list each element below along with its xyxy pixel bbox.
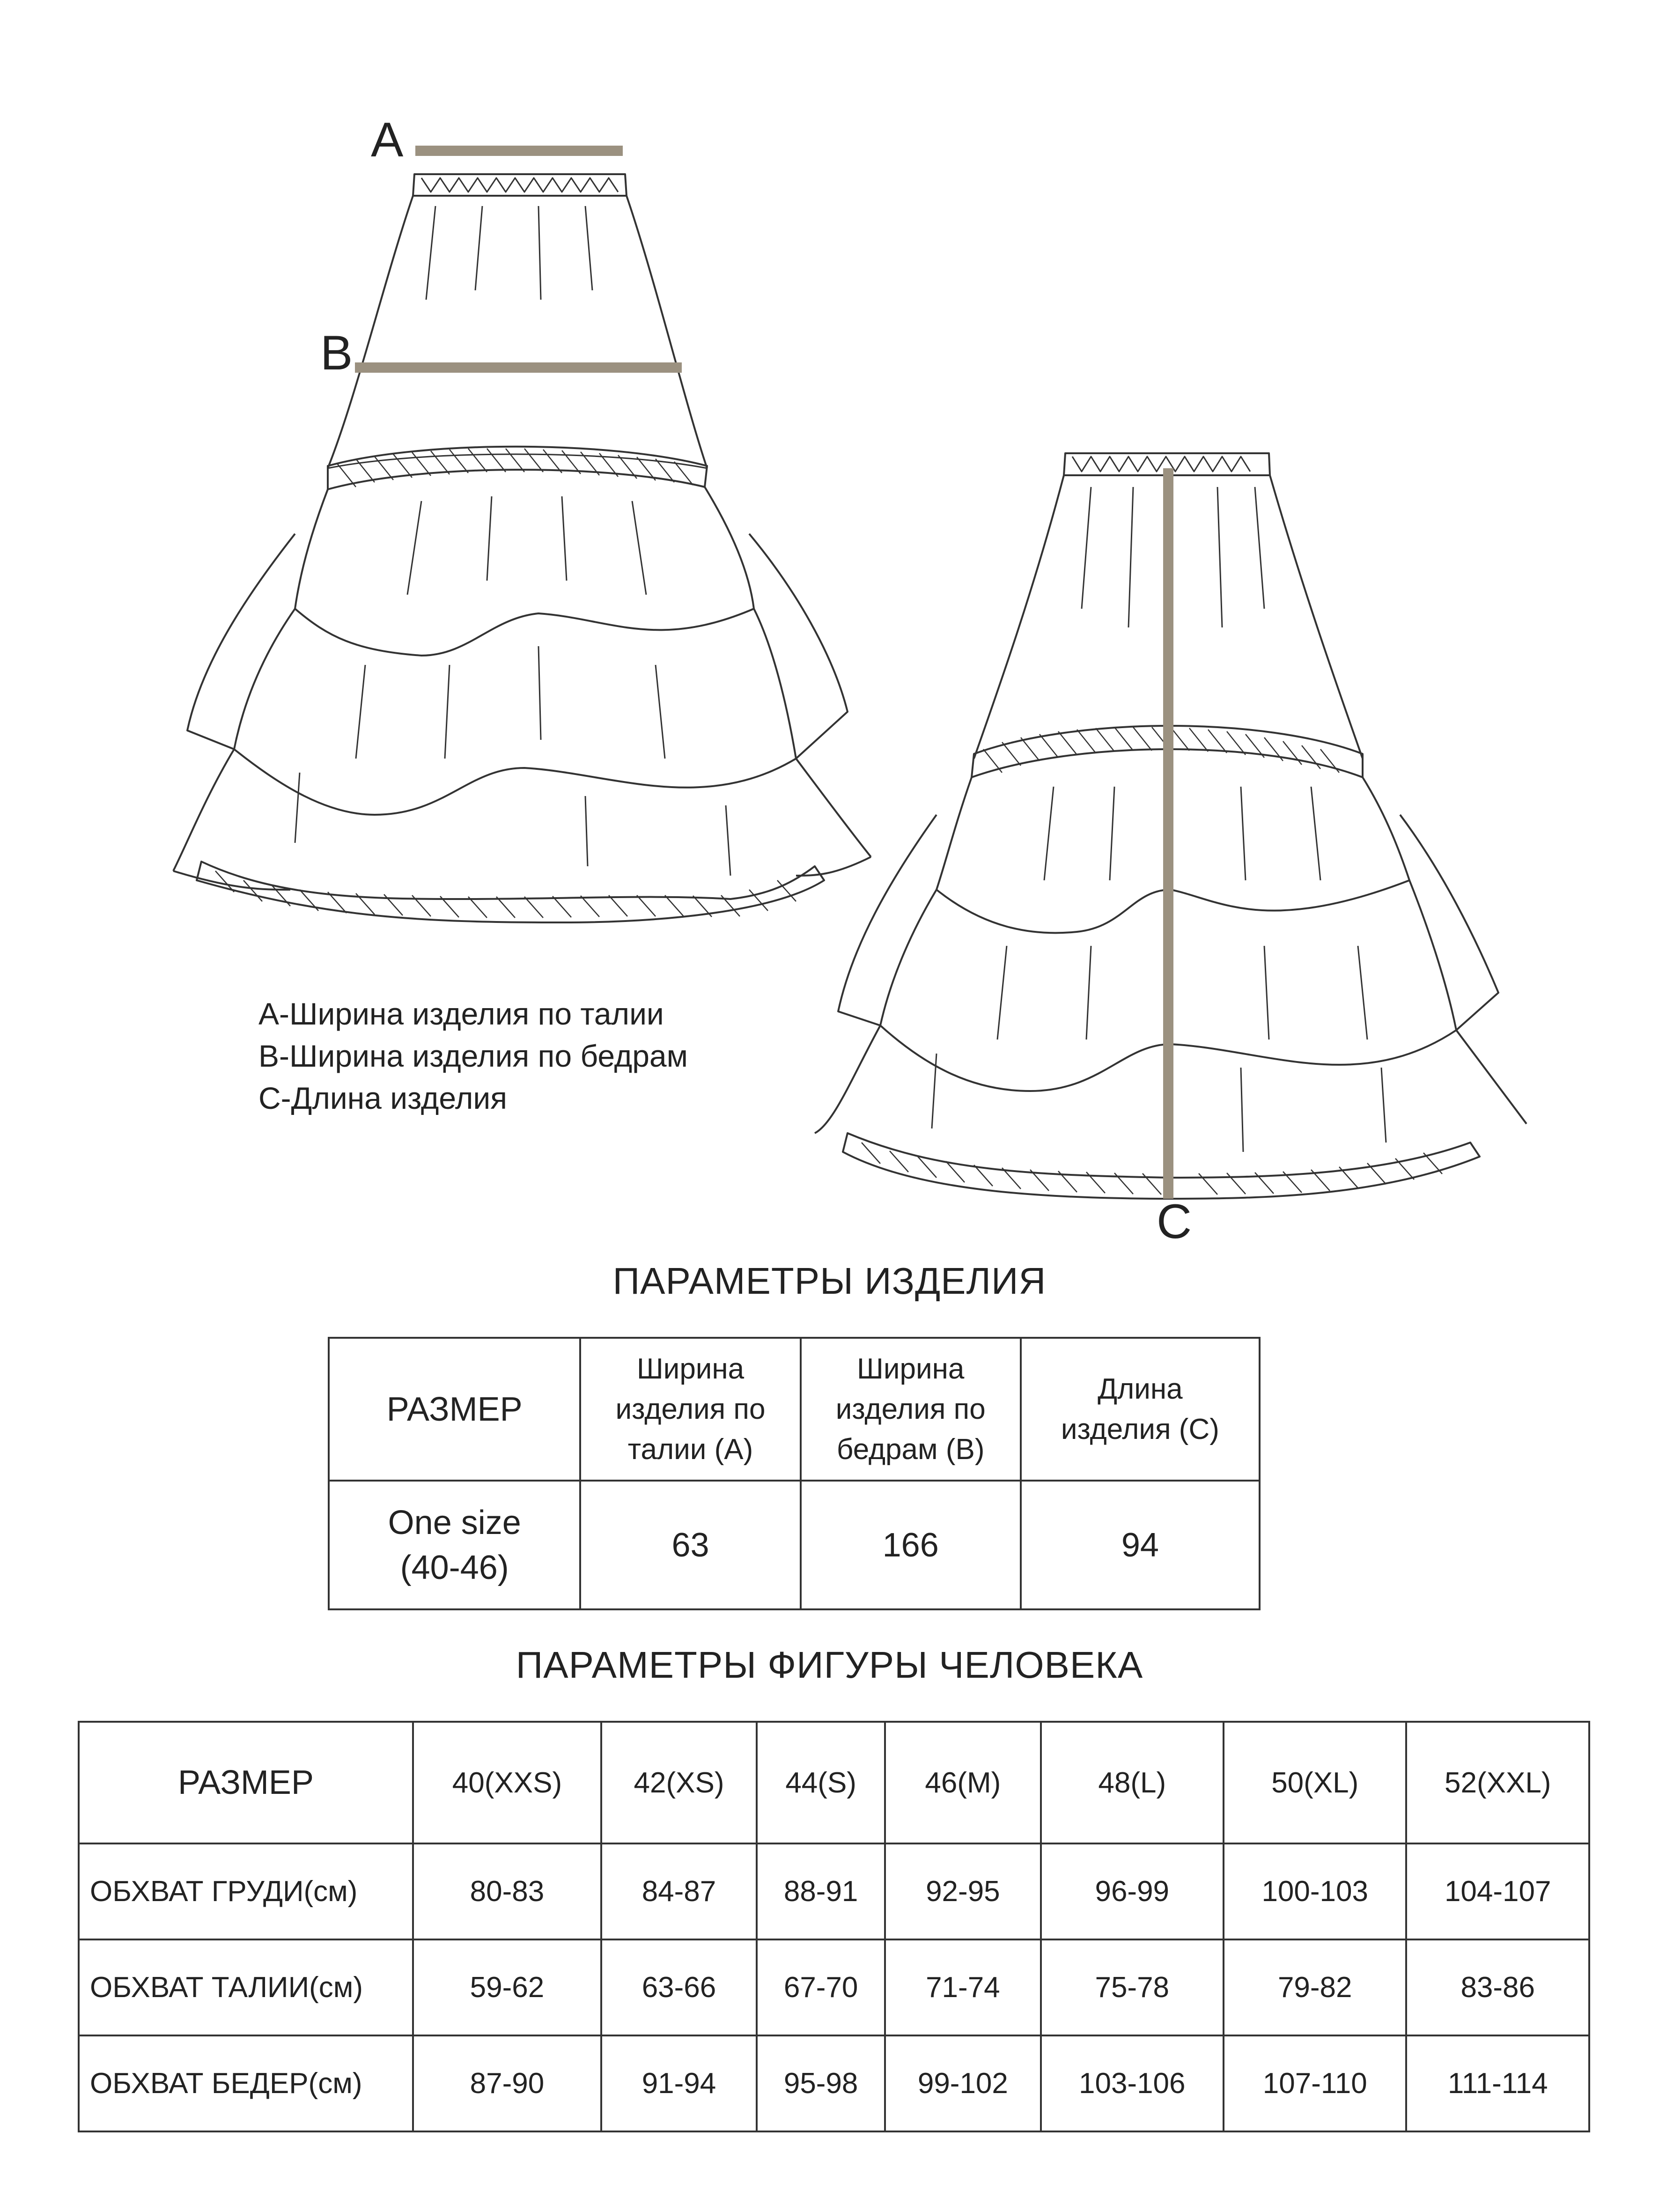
row-label-bust: ОБХВАТ ГРУДИ(см) bbox=[79, 1843, 413, 1939]
cell: 100-103 bbox=[1224, 1843, 1406, 1939]
label-c: C bbox=[1157, 1194, 1192, 1249]
figure-params-table bbox=[78, 1721, 1590, 2132]
cell: 67-70 bbox=[757, 1939, 885, 2035]
cell: 75-78 bbox=[1041, 1939, 1224, 2035]
cell: 83-86 bbox=[1406, 1939, 1589, 2035]
cell: 96-99 bbox=[1041, 1843, 1224, 1939]
product-header-hip: Ширина изделия по бедрам (B) bbox=[801, 1338, 1021, 1481]
label-b: B bbox=[320, 326, 353, 380]
cell: 63-66 bbox=[601, 1939, 757, 2035]
legend-item-b: B-Ширина изделия по бедрам bbox=[258, 1039, 688, 1073]
row-label-waist: ОБХВАТ ТАЛИИ(см) bbox=[79, 1939, 413, 2035]
legend bbox=[258, 993, 688, 1119]
cell: 84-87 bbox=[601, 1843, 757, 1939]
figure-header-size: РАЗМЕР bbox=[79, 1722, 413, 1843]
figure-size-col: 48(L) bbox=[1041, 1722, 1224, 1843]
product-header-size: РАЗМЕР bbox=[329, 1338, 580, 1481]
figure-size-col: 42(XS) bbox=[601, 1722, 757, 1843]
cell: 79-82 bbox=[1224, 1939, 1406, 2035]
product-row-length: 94 bbox=[1021, 1481, 1260, 1609]
product-header-waist: Ширина изделия по талии (A) bbox=[580, 1338, 800, 1481]
figure-size-col: 46(M) bbox=[885, 1722, 1040, 1843]
cell: 92-95 bbox=[885, 1843, 1040, 1939]
cell: 111-114 bbox=[1406, 2035, 1589, 2131]
table-row bbox=[79, 1843, 1589, 1939]
cell: 91-94 bbox=[601, 2035, 757, 2131]
cell: 107-110 bbox=[1224, 2035, 1406, 2131]
legend-item-a: A-Ширина изделия по талии bbox=[258, 996, 664, 1031]
product-params-title: ПАРАМЕТРЫ ИЗДЕЛИЯ bbox=[612, 1260, 1047, 1302]
cell: 87-90 bbox=[413, 2035, 601, 2131]
cell: 80-83 bbox=[413, 1843, 601, 1939]
cell: 88-91 bbox=[757, 1843, 885, 1939]
legend-item-c: C-Длина изделия bbox=[258, 1081, 508, 1115]
figure-size-col: 40(XXS) bbox=[413, 1722, 601, 1843]
cell: 95-98 bbox=[757, 2035, 885, 2131]
figure-params-title: ПАРАМЕТРЫ ФИГУРЫ ЧЕЛОВЕКА bbox=[516, 1644, 1143, 1686]
cell: 59-62 bbox=[413, 1939, 601, 2035]
label-a: A bbox=[371, 113, 404, 167]
product-row-size: One size (40-46) bbox=[329, 1481, 580, 1609]
product-header-length: Длина изделия (C) bbox=[1021, 1338, 1260, 1481]
row-label-hips: ОБХВАТ БЕДЕР(см) bbox=[79, 2035, 413, 2131]
figure-size-col: 52(XXL) bbox=[1406, 1722, 1589, 1843]
figure-size-col: 44(S) bbox=[757, 1722, 885, 1843]
cell: 103-106 bbox=[1041, 2035, 1224, 2131]
product-params-table bbox=[328, 1337, 1261, 1610]
cell: 71-74 bbox=[885, 1939, 1040, 2035]
cell: 104-107 bbox=[1406, 1843, 1589, 1939]
product-row-waist: 63 bbox=[580, 1481, 800, 1609]
table-row bbox=[79, 2035, 1589, 2131]
back-hem-band bbox=[843, 1133, 1480, 1199]
table-row bbox=[79, 1939, 1589, 2035]
cell: 99-102 bbox=[885, 2035, 1040, 2131]
product-row-hip: 166 bbox=[801, 1481, 1021, 1609]
figure-size-col: 50(XL) bbox=[1224, 1722, 1406, 1843]
